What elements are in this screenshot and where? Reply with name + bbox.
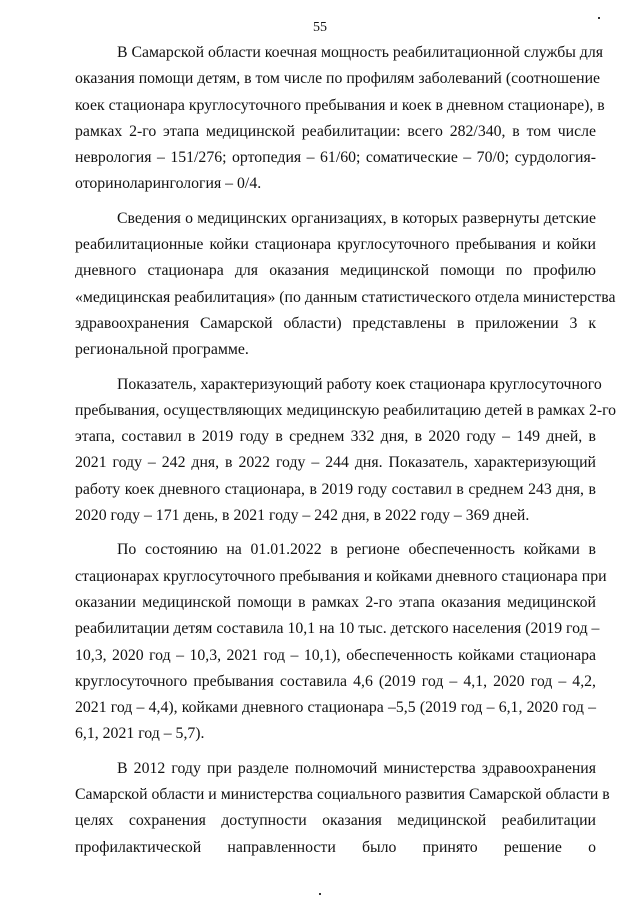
paragraph-bed-capacity [75, 40, 605, 198]
paragraph-bed-provision [75, 537, 607, 747]
text-line: рамках 2-го этапа медицинской реабилитации: всего 282/340, в том числе [75, 122, 596, 140]
text-line: Самарской области и министерства социального развития Самарской области в [75, 786, 610, 804]
text-line: пребывания, осуществляющих медицинскую реабилитацию детей в рамках 2-го [75, 401, 617, 419]
text-line: стационарах круглосуточного пребывания и койками дневного стационара при [75, 567, 607, 585]
text-line: В Самарской области коечная мощность реабилитационной службы для [117, 44, 603, 61]
text-line: целях сохранения доступности оказания медицинской реабилитации [75, 812, 596, 830]
text-line: здравоохранения Самарской области) представлены в приложении 3 к [75, 314, 596, 332]
text-line: работу коек дневного стационара, в 2019 году составил в среднем 243 дня, в [75, 480, 596, 498]
text-line: 10,3, 2020 год – 10,3, 2021 год – 10,1), обеспеченность койками стационара [75, 646, 596, 664]
text-line: этапа, составил в 2019 году в среднем 332 дня, в 2020 году – 149 дней, в [75, 428, 596, 446]
text-line: неврология – 151/276; ортопедия – 61/60; соматические – 70/0; сурдология- [75, 149, 596, 167]
text-line: 2021 году – 242 дня, в 2022 году – 244 дня. Показатель, характеризующий [75, 454, 596, 472]
paragraph-2012-decision [75, 756, 610, 861]
text-line: коек стационара круглосуточного пребывания и коек в дневном стационаре), в [75, 96, 605, 114]
paragraph-bed-work-indicator [75, 372, 617, 530]
text-line: профилактической направленности было принято решение о [75, 838, 596, 856]
text-line: Показатель, характеризующий работу коек стационара круглосуточного [117, 375, 602, 393]
text-line: 2020 году – 171 день, в 2021 году – 242 дня, в 2022 году – 369 дней. [75, 507, 530, 525]
text-line: 2021 год – 4,4), койками дневного стационара –5,5 (2019 год – 6,1, 2020 год – [75, 699, 596, 717]
text-line: реабилитационные койки стационара круглосуточного пребывания и койки [75, 236, 596, 254]
text-line: реабилитации детям составила 10,1 на 10 тыс. детского населения (2019 год – [75, 620, 600, 638]
scan-speck [598, 17, 600, 19]
paragraph-organizations [75, 206, 616, 364]
text-line: Сведения о медицинских организациях, в которых развернуты детские [117, 209, 596, 227]
text-line: «медицинская реабилитация» (по данным статистического отдела министерства [75, 288, 616, 306]
text-line: оказании медицинской помощи в рамках 2-го этапа оказания медицинской [75, 593, 596, 611]
body-text [75, 40, 617, 869]
text-line: По состоянию на 01.01.2022 в регионе обеспеченность койками в [117, 541, 596, 559]
text-line: региональной программе. [75, 341, 249, 359]
text-line: оказания помощи детям, в том числе по профилям заболеваний (соотношение [75, 70, 601, 88]
page-number: 55 [313, 20, 327, 35]
text-line: круглосуточного пребывания составила 4,6 (2019 год – 4,1, 2020 год – 4,2, [75, 672, 596, 690]
text-line: В 2012 году при разделе полномочий министерства здравоохранения [117, 759, 596, 777]
scan-speck [319, 893, 321, 895]
text-line: дневного стационара для оказания медицинской помощи по профилю [75, 262, 596, 280]
text-line: оториноларингология – 0/4. [75, 175, 262, 193]
text-line: 6,1, 2021 год – 5,7). [75, 725, 205, 743]
